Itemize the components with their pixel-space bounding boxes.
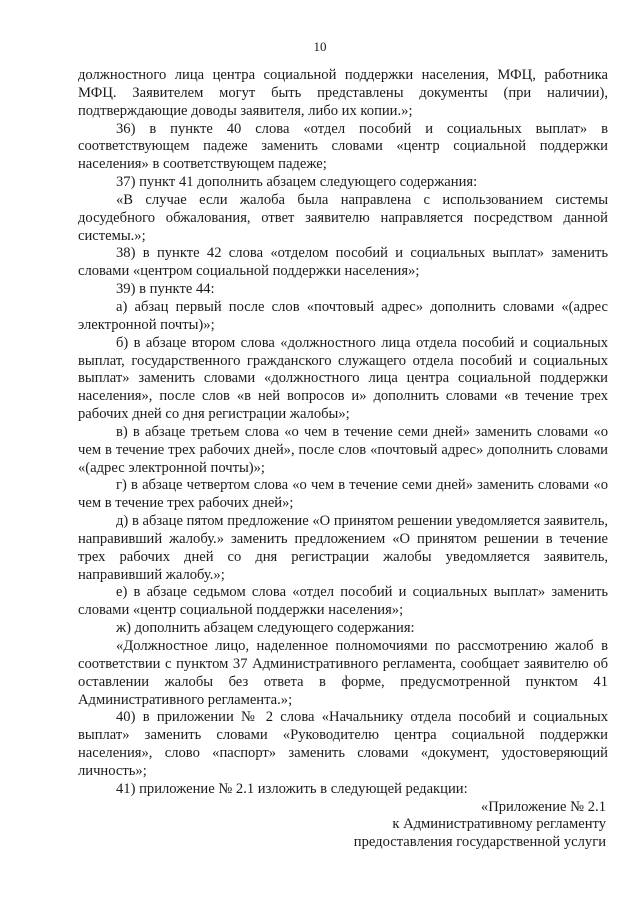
- document-body: [78, 67, 608, 852]
- paragraph-quote-39zh: «Должностное лицо, наделенное полномочиями по рассмотрению жалоб в соответствии с пунктом 37 Административного регламента, сообщает заявителю об оставлении жалобы без ответа в форме, предусмотренной пунктом 41 Административного регламента.»;: [78, 638, 608, 708]
- paragraph-item-39zh: ж) дополнить абзацем следующего содержания:: [116, 620, 415, 637]
- paragraph-item-39g: г) в абзаце четвертом слова «о чем в течение семи дней» заменить словами «о чем в течение трех рабочих дней»;: [78, 477, 608, 512]
- appendix-heading-line-2: к Административному регламенту: [392, 816, 606, 833]
- paragraph-item-36: 36) в пункте 40 слова «отдел пособий и социальных выплат» в соответствующем падеже заменить словами «центр социальной поддержки населения» в соответствующем падеже;: [78, 120, 608, 173]
- paragraph-item-41: 41) приложение № 2.1 изложить в следующей редакции:: [116, 780, 468, 797]
- appendix-heading-line-3: предоставления государственной услуги: [353, 834, 606, 851]
- paragraph-item-38: 38) в пункте 42 слова «отделом пособий и социальных выплат» заменить словами «центром социальной поддержки населения»;: [78, 245, 608, 280]
- appendix-heading-line-1: «Приложение № 2.1: [480, 798, 606, 815]
- paragraph-item-39e: е) в абзаце седьмом слова «отдел пособий и социальных выплат» заменить словами «центр социальной поддержки населения»;: [78, 584, 608, 619]
- paragraph-item-39: 39) в пункте 44:: [116, 281, 215, 298]
- paragraph-item-37: 37) пункт 41 дополнить абзацем следующего содержания:: [116, 174, 478, 191]
- paragraph-item-39b: б) в абзаце втором слова «должностного лица отдела пособий и социальных выплат, государственного гражданского служащего отдела пособий и социальных выплат» заменить словами «должностного лица центра социальной поддержки населения», после слов «в ней вопросов и» дополнить словами «в течение трех рабочих дней со дня регистрации жалобы»;: [78, 334, 608, 423]
- paragraph-item-39a: а) абзац первый после слов «почтовый адрес» дополнить словами «(адрес электронной почты)»;: [78, 298, 608, 333]
- page-number: 10: [313, 39, 327, 54]
- paragraph-continuation: должностного лица центра социальной поддержки населения, МФЦ, работника МФЦ. Заявителем могут быть представлены документы (при наличии), подтверждающие доводы заявителя, либо их копии.»;: [78, 67, 608, 119]
- paragraph-item-40: 40) в приложении № 2 слова «Начальнику отдела пособий и социальных выплат» заменить словами «Руководителю центра социальной поддержки населения», слово «паспорт» заменить словами «документ, удостоверяющий личность»;: [78, 709, 608, 779]
- paragraph-quote-37: «В случае если жалоба была направлена с использованием системы досудебного обжалования, ответ заявителю направляется посредством данной системы.»;: [78, 191, 608, 244]
- paragraph-item-39v: в) в абзаце третьем слова «о чем в течение семи дней» заменить словами «о чем в течение трех рабочих дней», после слов «почтовый адрес» дополнить словами «(адрес электронной почты)»;: [78, 423, 608, 476]
- paragraph-item-39d: д) в абзаце пятом предложение «О принятом решении уведомляется заявитель, направивший жалобу.» заменить предложением «О принятом решении в течение трех рабочих дней со дня регистрации жалобы уведомляется заявитель, направивший жалобу.»;: [78, 513, 608, 583]
